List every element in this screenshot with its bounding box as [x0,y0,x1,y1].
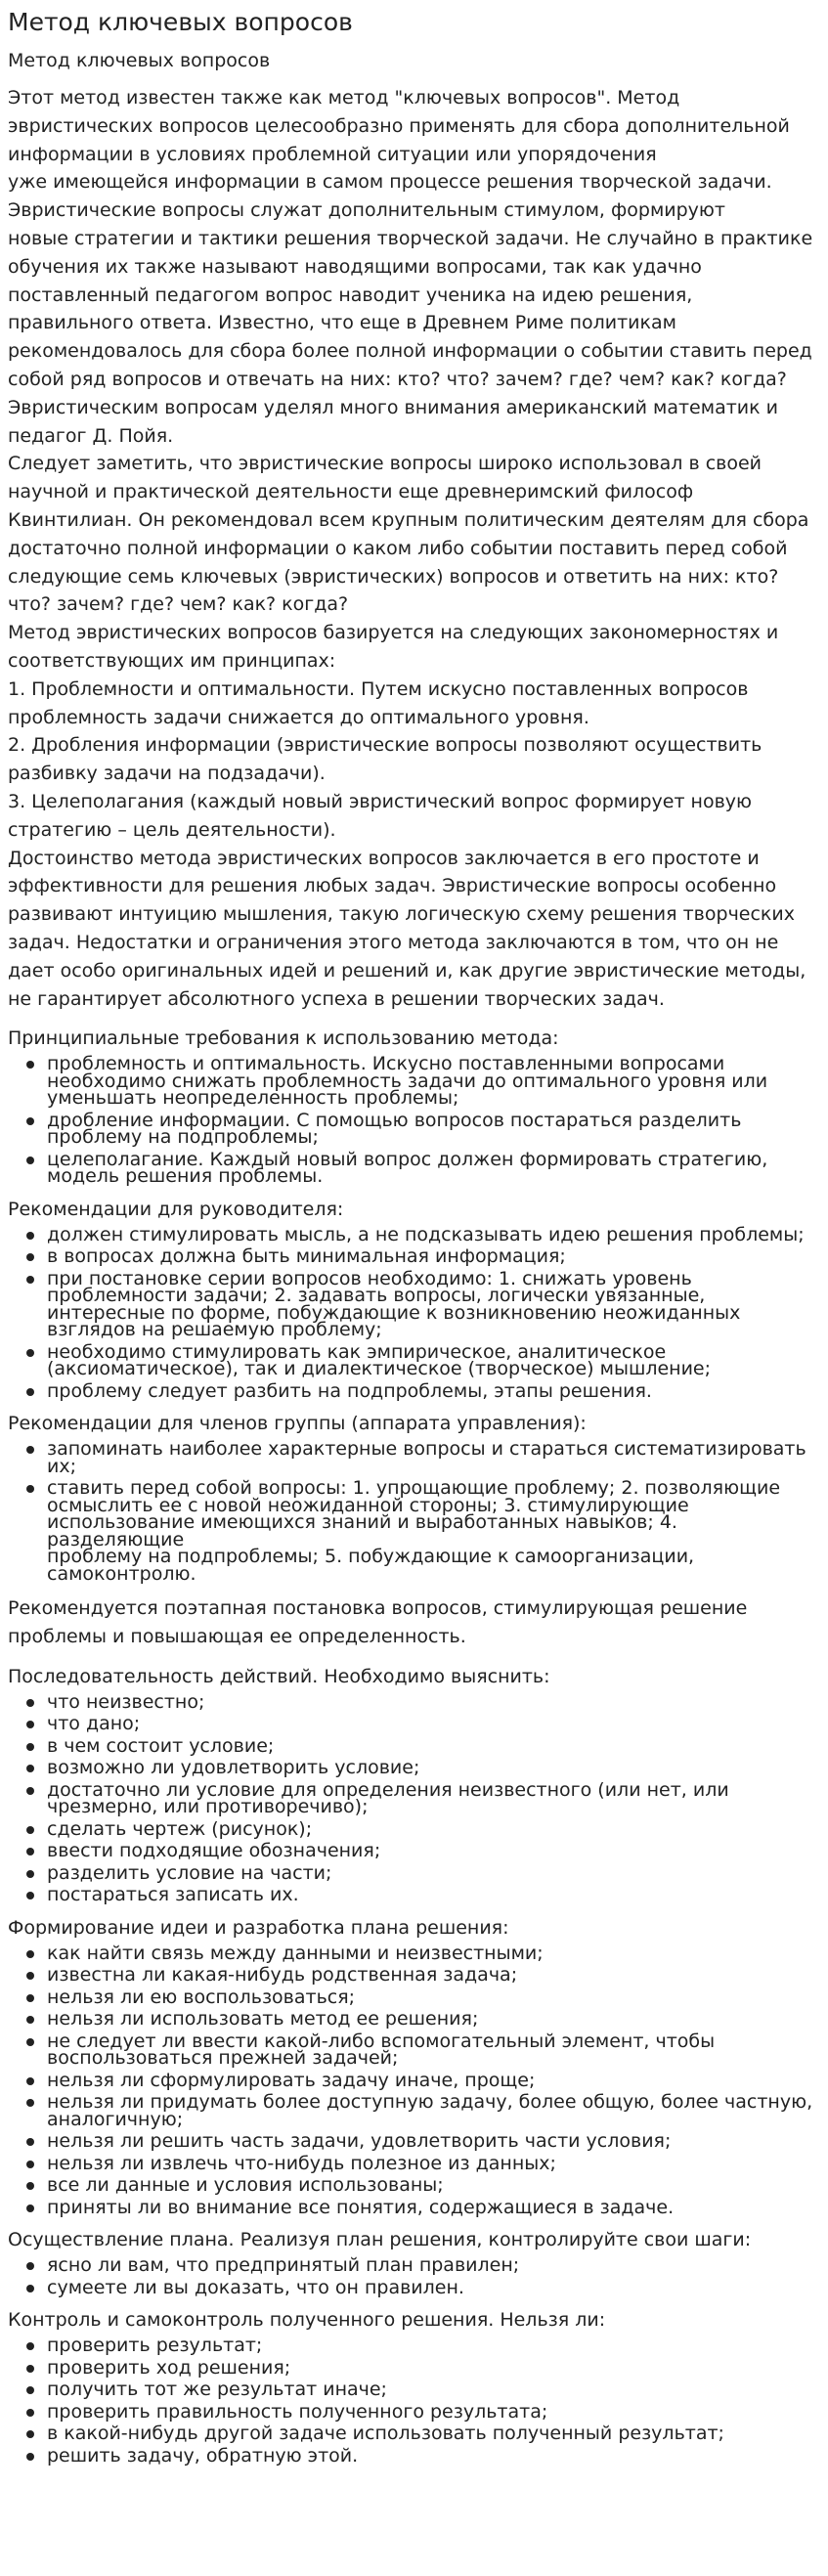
text-line: модель решения проблемы. [47,1165,324,1188]
list-item [47,2444,820,2467]
section-heading: Рекомендации для руководителя: [8,1198,344,1220]
list-item [47,2130,820,2153]
bullet-list [8,1053,820,1188]
text-line: Следует заметить, что эвристические вопросы широко использовал в своей [8,453,763,475]
bullet-list [8,2254,820,2298]
list-item [47,2091,820,2130]
text-line: проблемы и повышающая ее определенность. [8,1626,466,1648]
text-line: 1. Проблемности и оптимальности. Путем искусно поставленных вопросов [8,677,749,700]
text-line: развивают интуицию мышления, такую логическую схему решения творческих [8,903,795,926]
text-line: как найти связь между данными и неизвестными; [47,1942,544,1964]
text-line: не гарантирует абсолютного успеха в решении творческих задач. [8,987,665,1010]
text-line: ясно ли вам, что предпринятый план правилен; [47,2254,520,2277]
text-line: правильного ответа. Известно, что еще в Древнем Риме политикам [8,312,676,334]
text-line: рекомендовалось для сбора более полной информации о событии ставить перед [8,340,812,363]
text-line: целеполагание. Каждый новый вопрос должен формировать стратегию, [47,1148,768,1170]
text-line: возможно ли удовлетворить условие; [47,1757,420,1779]
list-item [47,1840,820,1862]
bullet-list [8,1690,820,1906]
text-line: эффективности для решения любых задач. Эвристические вопросы особенно [8,875,777,897]
list-item [47,1379,820,1402]
section-heading: Рекомендации для членов группы (аппарата управления): [8,1413,587,1435]
text-line: нельзя ли решить часть задачи, удовлетворить части условия; [47,2130,672,2153]
text-line: проблемности задачи; 2. задавать вопросы, логически увязанные, [47,1285,706,1307]
text-line: чрезмерно, или противоречиво); [47,1796,369,1818]
intro-paragraph [8,84,820,1013]
list-item [47,2356,820,2379]
text-line: проблемность и оптимальность. Искусно поставленными вопросами [47,1053,725,1075]
text-line: при постановке серии вопросов необходимо: 1. снижать уровень [47,1267,692,1289]
text-line: получить тот же результат иначе; [47,2379,387,2401]
list-item [47,2152,820,2174]
bullet-list [8,1942,820,2218]
list-item [47,1148,820,1188]
text-line: ввести подходящие обозначения; [47,1840,381,1862]
list-item [47,1690,820,1713]
text-line: достаточно полной информации о каком либо событии поставить перед собой [8,537,788,559]
text-line: Метод эвристических вопросов базируется на следующих закономерностях и [8,622,779,644]
text-line: использование имеющихся знаний и выработанных навыков; 4. разделяющие [47,1511,677,1550]
text-line: проблемность задачи снижается до оптимального уровня. [8,706,589,728]
text-line: в чем состоит условие; [47,1734,275,1757]
text-line: Рекомендуется поэтапная постановка вопросов, стимулирующая решение [8,1597,748,1620]
list-item [47,2069,820,2091]
text-line: аналогичную; [47,2108,184,2130]
list-item [47,1986,820,2008]
text-line: все ли данные и условия использованы; [47,2174,444,2197]
bullet-list [8,1223,820,1402]
text-line: проверить правильность полученного результата; [47,2400,548,2423]
list-item [47,2425,820,2443]
recommendation-paragraph [8,1594,820,1651]
list-item [47,1884,820,1906]
text-line: проблему следует разбить на подпроблемы, этапы решения. [47,1379,652,1402]
list-item [47,2337,820,2355]
text-line: решить задачу, обратную этой. [47,2444,359,2467]
list-item [47,2381,820,2399]
section-heading: Контроль и самоконтроль полученного решения. Нельзя ли: [8,2309,606,2332]
text-line: нельзя ли использовать метод ее решения; [47,2008,479,2030]
text-line: разделить условие на части; [47,1861,332,1884]
text-line: проблему на подпроблемы; [47,1126,319,1149]
list-item [47,1477,820,1585]
text-line: должен стимулировать мысль, а не подсказывать идею решения проблемы; [47,1223,805,1245]
text-line: ставить перед собой вопросы: 1. упрощающие проблему; 2. позволяющие [47,1477,781,1500]
article [0,8,828,2465]
text-line: педагог Д. Пойя. [8,424,174,447]
text-line: соответствующих им принципах: [8,649,336,672]
text-line: нельзя ли извлечь что-нибудь полезное из данных; [47,2152,556,2174]
list-item [47,2030,820,2070]
subtitle: Метод ключевых вопросов [8,50,271,71]
bullet-list [8,2337,820,2465]
list-item [47,2400,820,2423]
text-line: нельзя ли придумать более доступную задачу, более общую, более частную, [47,2091,813,2114]
text-line: поставленный педагогом вопрос наводит ученика на идею решения, [8,284,693,306]
text-line: обучения их также называют наводящими вопросами, так как удачно [8,255,702,278]
list-item [47,1734,820,1757]
list-item [47,1223,820,1245]
text-line: необходимо снижать проблемность задачи до оптимального уровня или [47,1070,768,1092]
text-line: стратегию – цель деятельности). [8,818,336,841]
text-line: разбивку задачи на подзадачи). [8,763,326,785]
text-line: собой ряд вопросов и отвечать на них: кто? что? зачем? где? чем? как? когда? [8,368,787,390]
list-item [47,1778,820,1818]
text-line: Достоинство метода эвристических вопросов заключается в его простоте и [8,847,760,869]
requirements-sections [8,1026,820,1583]
text-line: что неизвестно; [47,1690,205,1713]
text-line: эвристических вопросов целесообразно применять для сбора дополнительной [8,114,790,137]
procedure-sections [8,1665,820,2466]
text-line: необходимо стимулировать как эмпирическое, аналитическое [47,1340,667,1363]
text-line: 2. Дробления информации (эвристические вопросы позволяют осуществить [8,734,763,757]
text-line: Этот метод известен также как метод "ключевых вопросов". Метод [8,87,680,109]
section-heading: Последовательность действий. Необходимо выяснить: [8,1665,550,1687]
list-item [47,1438,820,1477]
text-line: дает особо оригинальных идей и решений и, как другие эвристические методы, [8,959,806,982]
page-title: Метод ключевых вопросов [8,8,353,36]
text-line: Эвристические вопросы служат дополнительным стимулом, формируют [8,199,725,222]
list-item [47,1817,820,1840]
text-line: осмыслить ее с новой неожиданной стороны; 3. стимулирующие [47,1494,689,1516]
text-line: что? зачем? где? чем? как? когда? [8,593,349,616]
text-line: известна ли какая-нибудь родственная задача; [47,1964,518,1987]
list-item [47,2174,820,2197]
list-item [47,2276,820,2298]
list-item [47,2254,820,2277]
text-line: воспользоваться прежней задачей; [47,2047,399,2070]
list-item [47,1713,820,1735]
text-line: запоминать наиболее характерные вопросы и стараться систематизировать [47,1438,806,1461]
text-line: сделать чертеж (рисунок); [47,1817,313,1840]
list-item [47,1340,820,1380]
text-line: научной и практической деятельности еще древнеримский философ [8,481,694,503]
text-line: уже имеющейся информации в самом процессе решения творческой задачи. [8,171,772,194]
text-line: в какой-нибудь другой задаче использовать полученный результат; [47,2423,724,2445]
list-item [47,1964,820,1987]
text-line: новые стратегии и тактики решения творческой задачи. Не случайно в практике [8,227,813,249]
text-line: задач. Недостатки и ограничения этого метода заключаются в том, что он не [8,931,779,953]
text-line: постараться записать их. [47,1884,299,1906]
bullet-list [8,1438,820,1585]
list-item [47,1757,820,1779]
text-line: в вопросах должна быть минимальная информация; [47,1245,566,1268]
text-line: дробление информации. С помощью вопросов постараться разделить [47,1109,742,1131]
section-heading: Формирование идеи и разработка плана решения: [8,1916,509,1939]
list-item [47,1245,820,1268]
section-heading: Принципиальные требования к использованию метода: [8,1027,559,1050]
text-line: 3. Целеполагания (каждый новый эвристический вопрос формирует новую [8,790,753,812]
text-line: Эвристическим вопросам уделял много внимания американский математик и [8,396,778,418]
list-item [47,1861,820,1884]
text-line: самоконтролю. [47,1562,196,1585]
text-line: следующие семь ключевых (эвристических) вопросов и ответить на них: кто? [8,565,779,588]
list-item [47,2008,820,2030]
text-line: проверить ход решения; [47,2356,291,2379]
list-item [47,2196,820,2218]
text-line: (аксиоматическое), так и диалектическое (творческое) мышление; [47,1358,712,1380]
text-line: информации в условиях проблемной ситуации или упорядочения [8,143,657,165]
text-line: взглядов на решаемую проблему; [47,1319,382,1341]
text-line: что дано; [47,1713,141,1735]
list-item [47,1267,820,1341]
text-line: проверить результат; [47,2335,263,2357]
list-item [47,1942,820,1964]
text-line: нельзя ли ею воспользоваться; [47,1986,356,2008]
text-line: проблему на подпроблемы; 5. побуждающие к самоорганизации, [47,1546,695,1568]
text-line: Квинтилиан. Он рекомендовал всем крупным политическим деятелям для сбора [8,508,809,531]
text-line: уменьшать неопределенность проблемы; [47,1087,459,1110]
text-line: приняты ли во внимание все понятия, содержащиеся в задаче. [47,2196,675,2218]
text-line: сумеете ли вы доказать, что он правилен. [47,2276,464,2298]
text-line: достаточно ли условие для определения неизвестного (или нет, или [47,1778,729,1801]
list-item [47,1109,820,1149]
list-item [47,1053,820,1110]
section-heading: Осуществление плана. Реализуя план решения, контролируйте свои шаги: [8,2229,752,2251]
text-line: не следует ли ввести какой-либо вспомогательный элемент, чтобы [47,2030,716,2052]
text-line: их; [47,1455,76,1477]
intro-text [8,84,820,1013]
text-line: интересные по форме, побуждающие к возникновению неожиданных [47,1301,741,1324]
text-line: нельзя ли сформулировать задачу иначе, проще; [47,2069,536,2091]
